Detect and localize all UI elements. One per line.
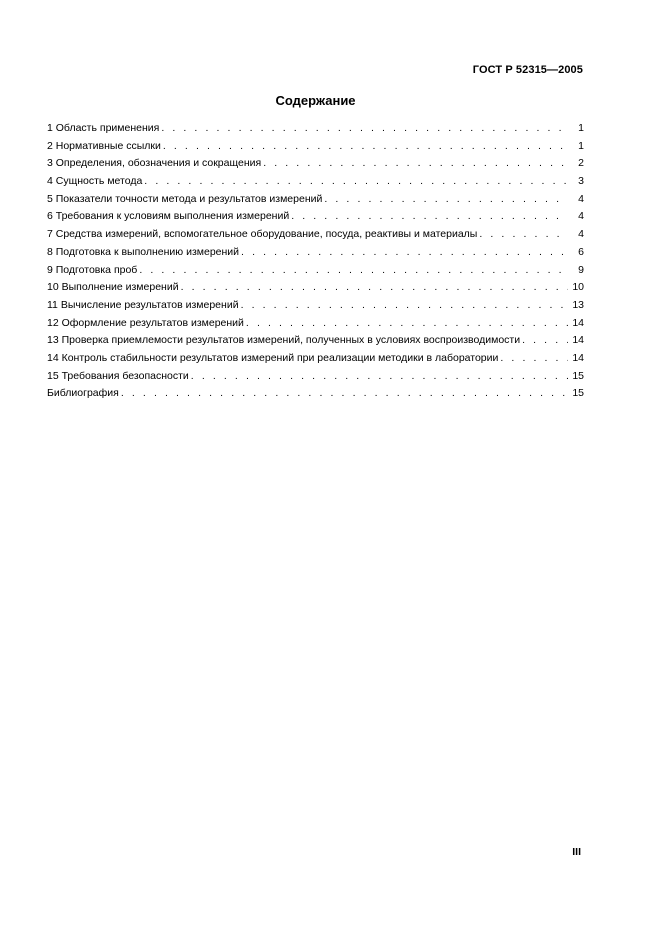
toc-entry-label: 8 Подготовка к выполнению измерений — [47, 245, 240, 258]
toc-entry-label: 5 Показатели точности метода и результатов измерений — [47, 192, 323, 205]
toc-leader-dots — [139, 262, 568, 280]
toc-leader-dots — [324, 191, 568, 209]
toc-entry-page: 14 — [572, 351, 584, 364]
toc-entry-page: 14 — [572, 334, 584, 347]
toc-entry-page: 15 — [572, 387, 584, 400]
toc-entry-label: 14 Контроль стабильности результатов измерений при реализации методики в лаборатории — [47, 351, 499, 364]
toc-entry-page: 2 — [578, 157, 584, 170]
toc-leader-dots — [241, 244, 568, 262]
toc-entry-page: 4 — [578, 210, 584, 223]
toc-leader-dots — [500, 350, 568, 368]
toc-entry[interactable] — [47, 315, 584, 333]
toc-entry[interactable] — [47, 226, 584, 244]
toc-entry[interactable] — [47, 173, 584, 191]
toc-leader-dots — [291, 208, 568, 226]
page-number: III — [572, 846, 581, 858]
toc-entry-label: 4 Сущность метода — [47, 175, 143, 188]
toc-entry-page: 6 — [578, 245, 584, 258]
toc-entry[interactable] — [47, 191, 584, 209]
toc-leader-dots — [263, 155, 568, 173]
toc-entry-page: 1 — [578, 122, 584, 134]
toc-entry[interactable] — [47, 350, 584, 368]
toc-leader-dots — [241, 297, 568, 315]
toc-entry-label: 10 Выполнение измерений — [47, 281, 179, 294]
toc-entry[interactable] — [47, 208, 584, 226]
toc-entry-page: 4 — [578, 192, 584, 205]
toc-entry-label: 1 Область применения — [47, 122, 160, 134]
toc-leader-dots — [144, 173, 568, 191]
toc-entry-page: 14 — [572, 316, 584, 329]
toc-title: Содержание — [275, 93, 356, 108]
toc-entry-label: 13 Проверка приемлемости результатов измерений, полученных в условиях воспроизводимости — [47, 334, 521, 347]
toc-entry[interactable] — [47, 262, 584, 280]
toc-entry[interactable] — [47, 279, 584, 297]
toc-leader-dots — [181, 279, 568, 297]
toc-entry-label: Библиография — [47, 387, 119, 400]
toc-entry-label: 6 Требования к условиям выполнения измерений — [47, 210, 290, 223]
document-code: ГОСТ Р 52315—2005 — [472, 64, 583, 76]
toc-entry-label: 9 Подготовка проб — [47, 263, 138, 276]
toc-leader-dots — [161, 120, 568, 138]
toc-entry-page: 10 — [572, 281, 584, 294]
toc-leader-dots — [479, 226, 568, 244]
toc-entry-page: 13 — [572, 298, 584, 311]
toc-entry-page: 9 — [578, 263, 584, 276]
toc-entry[interactable] — [47, 120, 584, 138]
toc-entry[interactable] — [47, 138, 584, 156]
toc-entry-page: 15 — [572, 369, 584, 382]
toc-entry[interactable] — [47, 244, 584, 262]
toc-leader-dots — [121, 385, 568, 403]
toc-entry[interactable] — [47, 297, 584, 315]
toc-entry-page: 4 — [578, 228, 584, 241]
toc-entry-label: 2 Нормативные ссылки — [47, 139, 161, 152]
toc-leader-dots — [163, 138, 568, 156]
toc-entry-label: 7 Средства измерений, вспомогательное оборудование, посуда, реактивы и материалы — [47, 228, 478, 241]
toc-entry-label: 11 Вычисление результатов измерений — [47, 298, 239, 311]
toc-entry[interactable] — [47, 385, 584, 403]
toc-leader-dots — [191, 368, 568, 386]
toc-entry-label: 3 Определения, обозначения и сокращения — [47, 157, 262, 170]
toc-entry-label: 15 Требования безопасности — [47, 369, 189, 382]
table-of-contents — [47, 120, 584, 403]
toc-entry-page: 1 — [578, 139, 584, 152]
toc-leader-dots — [246, 315, 568, 333]
toc-entry[interactable] — [47, 332, 584, 350]
toc-entry-label: 12 Оформление результатов измерений — [47, 316, 244, 329]
toc-leader-dots — [522, 332, 568, 350]
toc-entry[interactable] — [47, 155, 584, 173]
toc-entry[interactable] — [47, 368, 584, 386]
toc-entry-page: 3 — [578, 175, 584, 188]
